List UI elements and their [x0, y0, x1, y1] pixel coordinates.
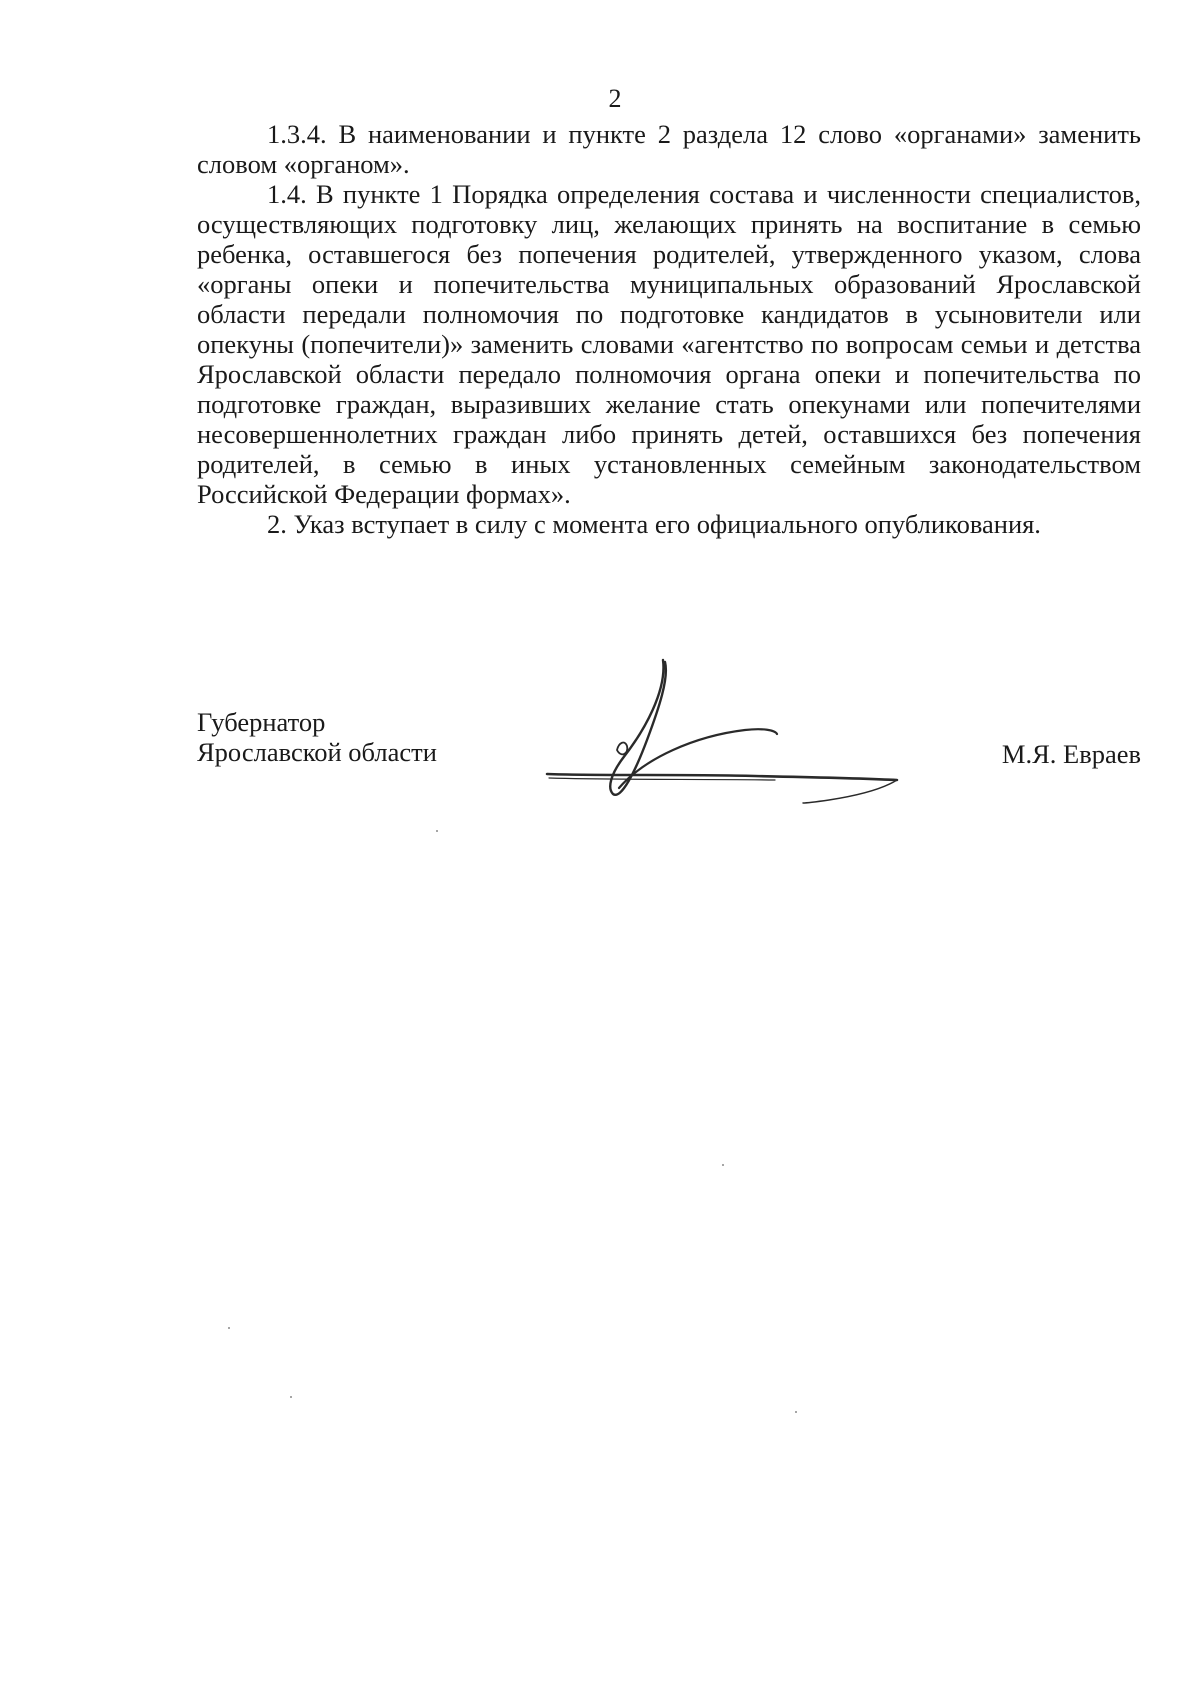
scan-speck [722, 1164, 724, 1166]
document-body [197, 119, 1141, 539]
scan-speck [290, 1396, 292, 1398]
page-number: 2 [608, 84, 622, 113]
signatory-title [197, 707, 437, 767]
scan-speck [795, 1411, 797, 1413]
scan-speck [436, 830, 438, 832]
paragraph-1-4: 1.4. В пункте 1 Порядка определения состава и численности специалистов, осуществляющих подготовку лиц, желающих принять на воспитание в семью ребенка, оставшегося без попечения родителей, утвержденного указом, слова «органы опеки и попечительства муниципальных образований Ярославской области передали полномочия по подготовке кандидатов в усыновители или опекуны (попечители)» заменить словами «агентство по вопросам семьи и детства Ярославской области передало полномочия органа опеки и попечительства по подготовке граждан, выразивших желание стать опекунами или попечителями несовершеннолетних граждан либо принять детей, оставшихся без попечения родителей, в семью в иных установленных семейным законодательством Российской Федерации формах». [197, 179, 1141, 509]
scan-speck [228, 1327, 230, 1329]
paragraph-1-3-4: 1.3.4. В наименовании и пункте 2 раздела 12 слово «органами» заменить словом «органом». [197, 119, 1141, 179]
signatory-title-line-2: Ярославской области [197, 737, 437, 767]
signatory-title-line-1: Губернатор [197, 707, 326, 737]
handwritten-signature [545, 650, 925, 820]
signatory-name: М.Я. Евраев [1001, 739, 1141, 769]
paragraph-2: 2. Указ вступает в силу с момента его официального опубликования. [267, 509, 1041, 539]
